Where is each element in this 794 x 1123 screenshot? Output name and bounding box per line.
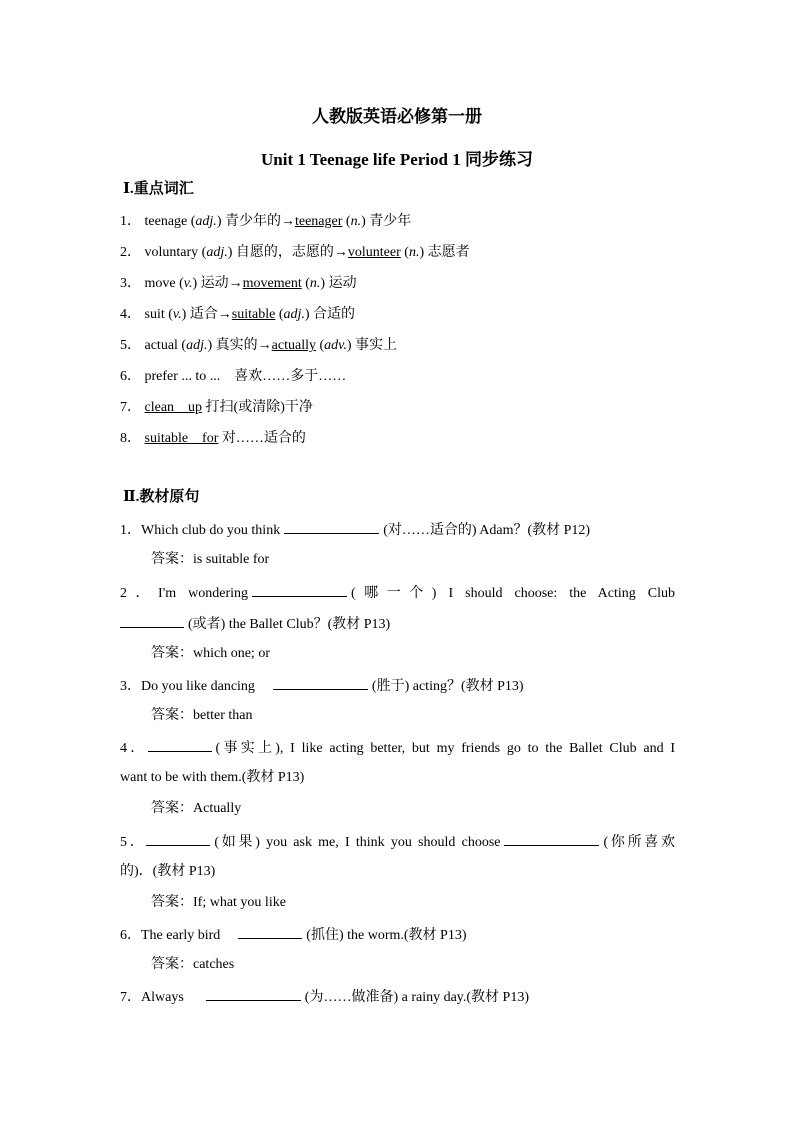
vocab-item-6: 6． prefer ... to ... 喜欢……多于…… [120,369,347,384]
sentence-item-1: 1．Which club do you think (对……适合的) Adam？(教材 P12) [120,519,675,541]
section-heading-vocabulary: Ⅰ.重点词汇 [123,181,194,197]
sentence-answer-5: 答案：If; what you like [151,895,286,910]
sentence-item-4-cont: want to be with them.(教材 P13) [120,770,305,785]
vocab-item-7: 7． clean up 打扫(或清除)干净 [120,400,313,415]
sentence-answer-3: 答案：better than [151,708,253,723]
answer-blank [148,737,212,752]
vocab-item-1: 1． teenage (adj.) 青少年的→teenager (n.) 青少年 [120,214,412,229]
sentence-answer-1: 答案：is suitable for [151,552,270,567]
document-title: 人教版英语必修第一册 [312,107,482,126]
answer-blank [206,986,301,1001]
sentence-item-5-cont: 的)．(教材 P13) [120,864,216,879]
vocab-item-5: 5． actual (adj.) 真实的→actually (adv.) 事实上 [120,338,397,353]
answer-blank [238,924,302,939]
vocab-item-8: 8． suitable for 对……适合的 [120,431,306,446]
sentence-item-2: 2．I'm wondering (哪一个) I should choose: the Acting Club [120,582,675,604]
answer-blank [146,831,210,846]
answer-blank [120,613,184,628]
sentence-answer-2: 答案：which one; or [151,646,270,661]
sentence-item-2-cont: (或者) the Ballet Club？(教材 P13) [120,613,675,635]
answer-blank [504,831,599,846]
vocab-item-3: 3． move (v.) 运动→movement (n.) 运动 [120,276,357,291]
sentence-item-5: 5． (如果) you ask me, I think you should choose (你所喜欢 [120,831,675,853]
sentence-item-4: 4． (事实上), I like acting better, but my friends go to the Ballet Club and I [120,737,675,759]
answer-blank [252,582,347,597]
vocab-item-2: 2． voluntary (adj.) 自愿的，志愿的→volunteer (n.) 志愿者 [120,245,470,260]
answer-blank [273,675,368,690]
answer-blank [284,519,379,534]
vocab-item-4: 4． suit (v.) 适合→suitable (adj.) 合适的 [120,307,356,322]
sentence-item-6: 6．The early bird (抓住) the worm.(教材 P13) [120,924,675,946]
sentence-item-3: 3．Do you like dancing (胜于) acting？(教材 P13) [120,675,675,697]
sentence-item-7: 7．Always (为……做准备) a rainy day.(教材 P13) [120,986,675,1008]
sentence-answer-4: 答案：Actually [151,801,242,816]
sentence-answer-6: 答案：catches [151,957,235,972]
document-subtitle: Unit 1 Teenage life Period 1 同步练习 [261,150,533,169]
section-heading-textbook-sentences: Ⅱ.教材原句 [123,489,200,505]
